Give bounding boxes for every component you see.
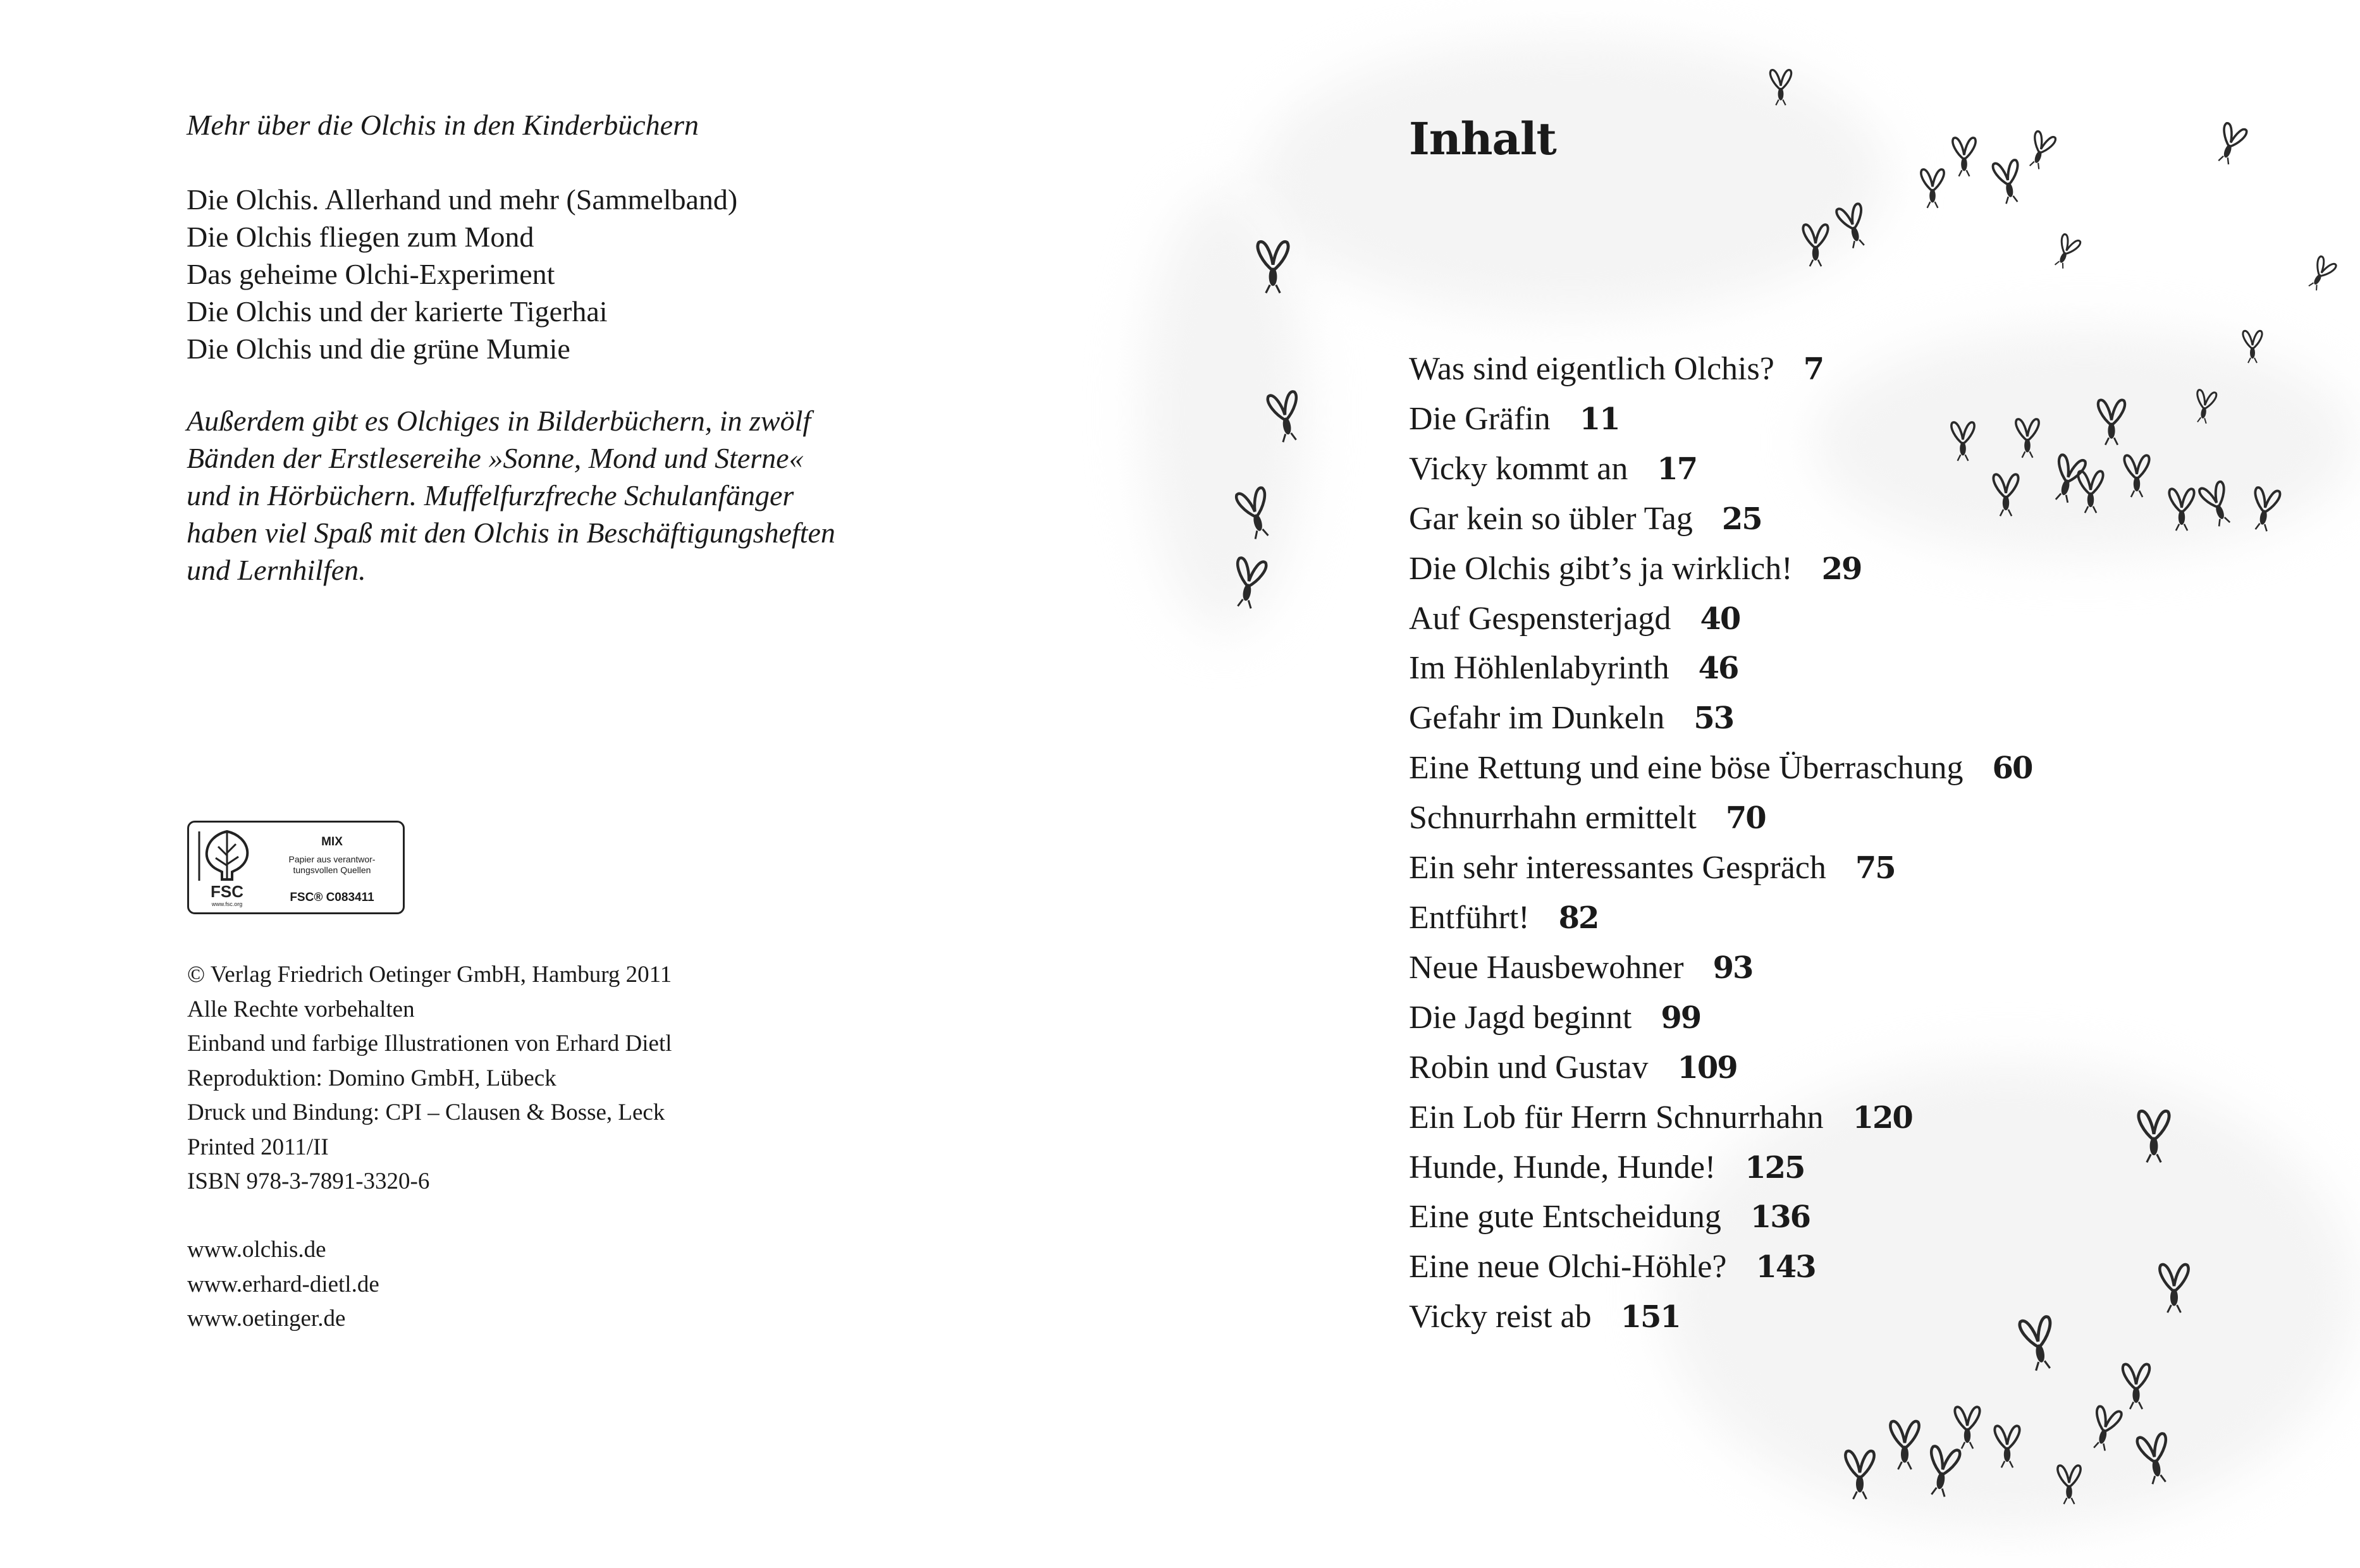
more-olchi-products-text (187, 402, 983, 589)
chapter-title: Auf Gespensterjagd (1409, 600, 1671, 637)
fsc-paper-text (264, 854, 400, 876)
toc-entry[interactable] (1409, 744, 2032, 793)
imprint-block (187, 958, 672, 1199)
imprint-line: Printed 2011/II (187, 1134, 329, 1160)
text-line: Bänden der Erstlesereihe »Sonne, Mond und Sterne« (187, 442, 804, 474)
book-title: Die Olchis und der karierte Tigerhai (187, 295, 608, 328)
page-number: 99 (1661, 1000, 1701, 1036)
page-number: 70 (1725, 800, 1766, 836)
fsc-brand-text: FSC (211, 882, 243, 901)
toc-title: Inhalt (1409, 113, 1556, 165)
toc-entry[interactable] (1409, 444, 2032, 494)
text-line: Außerdem gibt es Olchiges in Bilderbüchern, in zwölf (187, 405, 811, 437)
page-number: 125 (1745, 1149, 1805, 1185)
chapter-title: Eine gute Entscheidung (1409, 1199, 1721, 1235)
page-number: 25 (1721, 501, 1762, 537)
page-number: 75 (1855, 850, 1895, 886)
page-number: 136 (1750, 1199, 1810, 1235)
chapter-title: Gefahr im Dunkeln (1409, 700, 1665, 737)
toc-entry[interactable] (1409, 1192, 2032, 1242)
chapter-title: Im Höhlenlabyrinth (1409, 650, 1669, 687)
book-list (187, 181, 737, 367)
toc-entry[interactable] (1409, 494, 2032, 544)
chapter-title: Ein Lob für Herrn Schnurrhahn (1409, 1099, 1824, 1136)
fsc-tree-icon (197, 828, 257, 910)
fsc-paper-line: Papier aus verantwor- (288, 854, 376, 864)
toc-entry[interactable] (1409, 594, 2032, 644)
chapter-title: Entführt! (1409, 899, 1530, 936)
right-page (1180, 0, 2360, 1568)
chapter-title: Die Jagd beginnt (1409, 999, 1632, 1036)
chapter-title: Eine Rettung und eine böse Überraschung (1409, 750, 1964, 787)
chapter-title: Hunde, Hunde, Hunde! (1409, 1149, 1716, 1185)
book-title: Die Olchis und die grüne Mumie (187, 333, 570, 365)
toc-entry[interactable] (1409, 1043, 2032, 1093)
toc-entry[interactable] (1409, 345, 2032, 395)
toc-entry[interactable] (1409, 793, 2032, 843)
page-number: 53 (1693, 701, 1734, 737)
chapter-title: Ein sehr interessantes Gespräch (1409, 850, 1826, 886)
fsc-paper-line: tungsvollen Quellen (293, 865, 371, 875)
page-number: 60 (1992, 750, 2032, 787)
page-number: 29 (1821, 551, 1862, 587)
website-link[interactable]: www.erhard-dietl.de (187, 1271, 379, 1297)
fsc-certification-logo (187, 821, 405, 914)
book-title: Das geheime Olchi-Experiment (187, 258, 555, 290)
toc-entry[interactable] (1409, 544, 2032, 594)
imprint-line: Druck und Bindung: CPI – Clausen & Bosse, Leck (187, 1099, 665, 1125)
toc-entry[interactable] (1409, 1292, 2032, 1342)
toc-entry[interactable] (1409, 893, 2032, 943)
imprint-line: Alle Rechte vorbehalten (187, 996, 415, 1022)
page-number: 93 (1712, 950, 1753, 986)
chapter-title: Gar kein so übler Tag (1409, 500, 1693, 537)
fsc-license-code: FSC® C083411 (290, 891, 374, 904)
chapter-title: Was sind eigentlich Olchis? (1409, 351, 1774, 387)
text-line: haben viel Spaß mit den Olchis in Beschäftigungsheften (187, 517, 835, 549)
table-of-contents (1409, 345, 2032, 1342)
fsc-site-text: www.fsc.org (211, 901, 243, 907)
page-number: 46 (1698, 651, 1738, 687)
page-number: 40 (1700, 601, 1740, 637)
chapter-title: Schnurrhahn ermittelt (1409, 800, 1697, 836)
toc-entry[interactable] (1409, 993, 2032, 1043)
chapter-title: Eine neue Olchi-Höhle? (1409, 1249, 1727, 1285)
book-title: Die Olchis fliegen zum Mond (187, 221, 534, 253)
toc-entry[interactable] (1409, 843, 2032, 893)
website-link[interactable]: www.olchis.de (187, 1237, 326, 1263)
chapter-title: Robin und Gustav (1409, 1049, 1649, 1086)
toc-entry[interactable] (1409, 395, 2032, 444)
toc-entry[interactable] (1409, 1093, 2032, 1143)
chapter-title: Neue Hausbewohner (1409, 949, 1684, 986)
chapter-title: Die Olchis gibt’s ja wirklich! (1409, 550, 1793, 587)
text-line: und in Hörbüchern. Muffelfurzfreche Schulanfänger (187, 479, 794, 511)
toc-entry[interactable] (1409, 1143, 2032, 1193)
page-number: 151 (1620, 1299, 1680, 1335)
page-number: 109 (1677, 1050, 1737, 1086)
page-number: 11 (1579, 401, 1619, 437)
page-number: 120 (1852, 1099, 1912, 1136)
toc-entry[interactable] (1409, 694, 2032, 744)
toc-entry[interactable] (1409, 644, 2032, 694)
text-line: und Lernhilfen. (187, 554, 366, 586)
chapter-title: Vicky reist ab (1409, 1299, 1592, 1335)
book-title: Die Olchis. Allerhand und mehr (Sammelband) (187, 183, 738, 216)
fsc-mix-label: MIX (321, 835, 343, 848)
page-number: 7 (1803, 352, 1824, 387)
toc-entry[interactable] (1409, 943, 2032, 993)
chapter-title: Die Gräfin (1409, 400, 1551, 437)
website-link[interactable]: www.oetinger.de (187, 1306, 346, 1332)
website-list (187, 1233, 379, 1337)
imprint-line: © Verlag Friedrich Oetinger GmbH, Hamburg 2011 (187, 962, 672, 988)
page-number: 17 (1657, 451, 1697, 487)
toc-entry[interactable] (1409, 1242, 2032, 1292)
page-number: 82 (1558, 900, 1599, 936)
isbn-line: ISBN 978-3-7891-3320-6 (187, 1168, 430, 1194)
more-books-heading: Mehr über die Olchis in den Kinderbüchern (187, 109, 699, 141)
imprint-line: Einband und farbige Illustrationen von Erhard Dietl (187, 1031, 672, 1057)
page-number: 143 (1755, 1249, 1816, 1285)
chapter-title: Vicky kommt an (1409, 450, 1628, 487)
imprint-line: Reproduktion: Domino GmbH, Lübeck (187, 1065, 556, 1091)
